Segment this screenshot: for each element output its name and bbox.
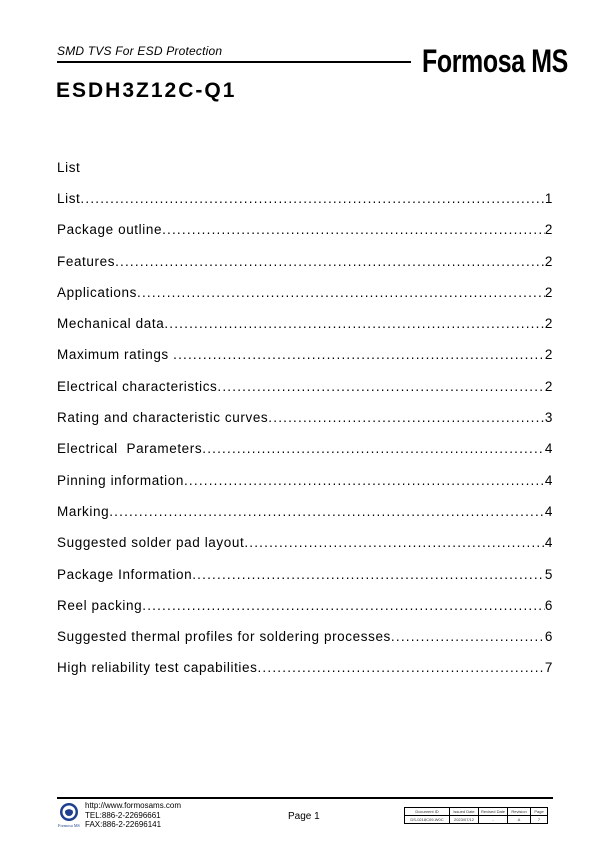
fax-number: FAX:886-2-22696141 xyxy=(85,820,162,829)
toc-entry-page: 2 xyxy=(544,284,553,300)
toc-entry-page: 3 xyxy=(544,410,553,426)
website-link[interactable]: http://www.formosams.com xyxy=(85,801,182,810)
toc-entry[interactable] xyxy=(57,598,553,629)
toc-entry[interactable] xyxy=(57,567,553,598)
toc-leader xyxy=(217,379,545,394)
toc-leader xyxy=(173,347,545,362)
toc-entry-page: 2 xyxy=(544,253,553,269)
table-header-row xyxy=(405,808,548,816)
toc-entry-label: Package Information xyxy=(57,566,193,582)
toc-entry-page: 5 xyxy=(544,566,553,582)
toc-entry[interactable] xyxy=(57,629,553,660)
toc-entry-page: 7 xyxy=(544,660,553,676)
toc-entry-page: 2 xyxy=(544,347,553,363)
toc-entry[interactable] xyxy=(57,410,553,441)
page-label: Page 1 xyxy=(288,811,320,822)
table-header-cell: Page xyxy=(531,808,548,816)
toc-entry-page: 2 xyxy=(544,378,553,394)
toc-entry-label: High reliability test capabilities xyxy=(57,660,258,676)
toc-leader xyxy=(184,473,545,488)
toc-entry[interactable] xyxy=(57,254,553,285)
toc-entry-label: Suggested thermal profiles for soldering processes xyxy=(57,629,391,645)
document-info-table xyxy=(404,807,548,824)
toc-entry[interactable] xyxy=(57,222,553,253)
toc-entry-label: Rating and characteristic curves xyxy=(57,410,269,426)
table-cell: 2023/07/12 xyxy=(450,816,479,824)
table-cell: DS-0218C09-W0C xyxy=(405,816,450,824)
toc-leader xyxy=(257,660,544,675)
contact-info xyxy=(85,801,181,830)
toc-entry-label: Mechanical data xyxy=(57,316,165,332)
toc-list xyxy=(57,191,553,692)
toc-entry[interactable] xyxy=(57,191,553,222)
toc-leader xyxy=(142,598,545,613)
table-row xyxy=(405,816,548,824)
company-logo-icon xyxy=(56,802,82,828)
toc-entry-label: Features xyxy=(57,253,116,269)
toc-entry-label: Marking xyxy=(57,503,110,519)
toc-entry-page: 2 xyxy=(544,316,553,332)
toc-entry-label: Electrical characteristics xyxy=(57,378,218,394)
toc-leader xyxy=(162,222,545,237)
toc-leader xyxy=(109,504,545,519)
tel-number: TEL:886-2-22696661 xyxy=(85,810,161,820)
toc-entry[interactable] xyxy=(57,535,553,566)
toc-entry[interactable] xyxy=(57,285,553,316)
toc-entry[interactable] xyxy=(57,316,553,347)
toc-leader xyxy=(391,629,545,644)
toc-entry[interactable] xyxy=(57,473,553,504)
table-header-cell: Document ID xyxy=(405,808,450,816)
toc-leader xyxy=(268,410,545,425)
toc-entry-label: Suggested solder pad layout xyxy=(57,535,245,551)
toc-leader xyxy=(192,567,545,582)
toc-entry-page: 4 xyxy=(544,441,553,457)
toc-entry[interactable] xyxy=(57,441,553,472)
brand-logo-text: Formosa MS xyxy=(422,43,568,79)
toc-leader xyxy=(115,254,545,269)
header-subtitle: SMD TVS For ESD Protection xyxy=(57,44,223,58)
toc-entry-page: 1 xyxy=(544,191,553,206)
toc-entry-label: Applications xyxy=(57,284,137,300)
toc-entry[interactable] xyxy=(57,379,553,410)
toc-entry-label: Package outline xyxy=(57,222,163,238)
toc-entry-page: 4 xyxy=(544,535,553,551)
toc-entry[interactable] xyxy=(57,660,553,691)
toc-entry-label: List xyxy=(57,191,81,206)
toc-entry-label: Electrical Parameters xyxy=(57,441,203,457)
toc-leader xyxy=(202,441,545,456)
toc-leader xyxy=(137,285,545,300)
toc-entry-page: 6 xyxy=(544,629,553,645)
header-rule xyxy=(57,61,411,63)
toc-entry[interactable] xyxy=(57,347,553,378)
part-number: ESDH3Z12C-Q1 xyxy=(56,79,237,102)
toc-entry-page: 4 xyxy=(544,503,553,519)
toc-entry-label: Maximum ratings xyxy=(57,347,174,363)
toc-title: List xyxy=(57,160,81,175)
table-cell: A xyxy=(508,816,531,824)
table-cell: 7 xyxy=(531,816,548,824)
footer-rule xyxy=(57,797,553,799)
logo-lettering: Formosa MS xyxy=(58,823,80,828)
table-header-cell: Issued Date xyxy=(450,808,479,816)
table-header-cell: Revision xyxy=(508,808,531,816)
table-header-cell: Revised Date xyxy=(479,808,508,816)
toc-entry-label: Reel packing xyxy=(57,597,143,613)
toc-leader xyxy=(244,535,545,550)
toc-leader xyxy=(80,191,544,206)
toc-entry-page: 2 xyxy=(544,222,553,238)
toc-entry-page: 6 xyxy=(544,597,553,613)
toc-leader xyxy=(164,316,545,331)
table-cell: - xyxy=(479,816,508,824)
toc-entry-label: Pinning information xyxy=(57,472,184,488)
toc-entry[interactable] xyxy=(57,504,553,535)
toc-entry-page: 4 xyxy=(544,472,553,488)
